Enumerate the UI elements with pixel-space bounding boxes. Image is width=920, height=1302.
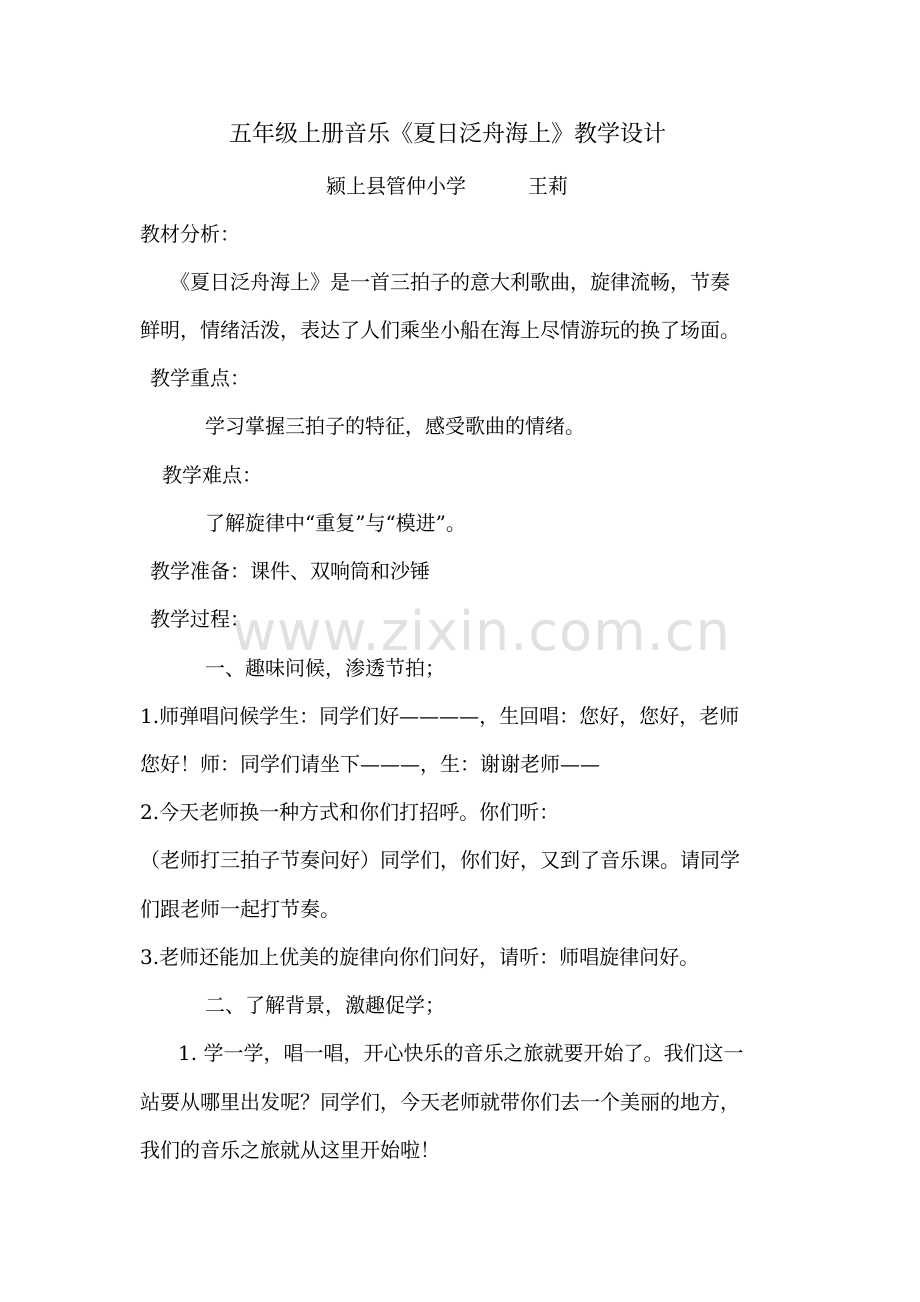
teaching-prep: 教学准备：课件、双响筒和沙锤 xyxy=(150,559,430,583)
step-2-line-3: 我们的音乐之旅就从这里开始啦！ xyxy=(140,1138,440,1162)
paragraph-2-line-2: （老师打三拍子节奏问好）同学们，你们好，又到了音乐课。请同学 xyxy=(140,848,740,872)
difficulty-heading: 教学难点： xyxy=(162,463,262,487)
document-title: 五年级上册音乐《夏日泛舟海上》教学设计 xyxy=(229,121,666,147)
step-2-line-2: 站要从哪里出发呢？同学们，今天老师就带你们去一个美丽的地方， xyxy=(140,1090,740,1114)
school-name: 颍上县管仲小学 xyxy=(326,174,466,198)
step-1-heading: 一、趣味问候，渗透节拍； xyxy=(205,656,445,680)
paragraph-3-line-1: 3.老师还能加上优美的旋律向你们问好，请听：师唱旋律问好。 xyxy=(140,945,700,969)
author-name: 王莉 xyxy=(528,174,568,198)
paragraph-2-line-1: 2.今天老师换一种方式和你们打招呼。你们听： xyxy=(140,800,560,824)
watermark: www.zixin.com.cn xyxy=(232,600,731,663)
paragraph-1-line-1: 1.师弹唱问候学生：同学们好————，生回唱：您好，您好，老师 xyxy=(140,704,740,728)
focus-text: 学习掌握三拍子的特征，感受歌曲的情绪。 xyxy=(205,414,585,438)
paragraph-1-line-2: 您好！师：同学们请坐下———，生：谢谢老师—— xyxy=(140,752,600,776)
step-2-line-1: 1. 学一学，唱一唱，开心快乐的音乐之旅就要开始了。我们这一 xyxy=(178,1041,744,1065)
focus-heading: 教学重点： xyxy=(150,366,250,390)
step-2-heading: 二、了解背景，激趣促学； xyxy=(205,993,445,1017)
process-heading: 教学过程： xyxy=(150,607,250,631)
analysis-line-1: 《夏日泛舟海上》是一首三拍子的意大利歌曲，旋律流畅，节奏 xyxy=(170,270,730,294)
paragraph-2-line-3: 们跟老师一起打节奏。 xyxy=(140,897,340,921)
analysis-heading: 教材分析： xyxy=(140,222,240,246)
difficulty-text: 了解旋律中“重复”与“模进”。 xyxy=(205,511,466,535)
analysis-line-2: 鲜明，情绪活泼，表达了人们乘坐小船在海上尽情游玩的换了场面。 xyxy=(140,318,740,342)
